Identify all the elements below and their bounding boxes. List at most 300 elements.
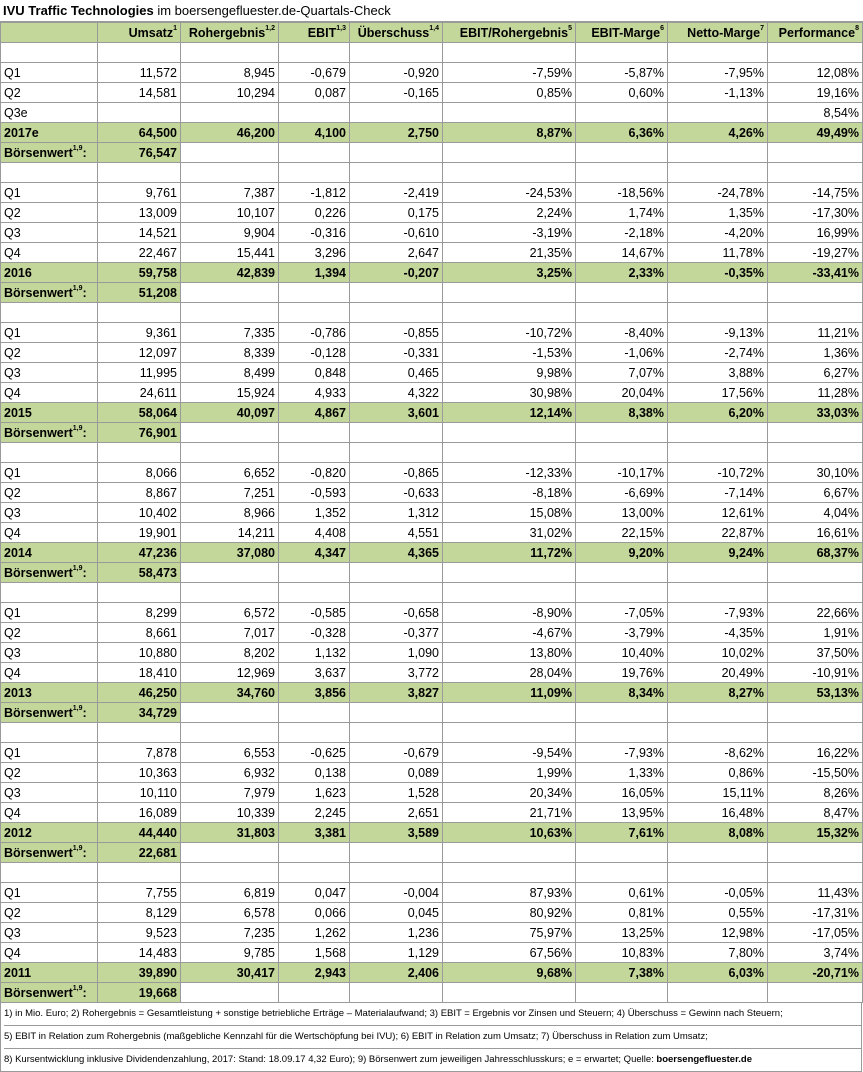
empty-cell (181, 303, 279, 323)
spacer-row (1, 303, 863, 323)
table-cell: 13,80% (443, 643, 576, 663)
empty-cell (98, 583, 181, 603)
year-label: 2014 (1, 543, 98, 563)
table-cell: 1,090 (350, 643, 443, 663)
table-cell: -7,14% (668, 483, 768, 503)
table-cell: -17,31% (768, 903, 863, 923)
column-header (668, 23, 768, 43)
table-cell: -0,331 (350, 343, 443, 363)
column-header-footnote: 1,3 (336, 24, 346, 32)
market-cap-value: 76,901 (98, 423, 181, 443)
table-cell: 9,785 (181, 943, 279, 963)
table-cell: 7,387 (181, 183, 279, 203)
year-label: 2016 (1, 263, 98, 283)
table-cell: 30,10% (768, 463, 863, 483)
empty-cell (350, 283, 443, 303)
table-cell: 0,61% (576, 883, 668, 903)
table-cell: -0,377 (350, 623, 443, 643)
table-cell: -10,72% (443, 323, 576, 343)
table-cell: 16,05% (576, 783, 668, 803)
empty-cell (768, 703, 863, 723)
market-cap-row (1, 563, 863, 583)
table-cell: -4,20% (668, 223, 768, 243)
table-cell: -2,419 (350, 183, 443, 203)
quarter-row (1, 363, 863, 383)
empty-cell (279, 863, 350, 883)
empty-cell (768, 723, 863, 743)
table-cell: 1,35% (668, 203, 768, 223)
empty-cell (576, 163, 668, 183)
column-header-label: Performance (778, 25, 856, 40)
table-cell: -8,18% (443, 483, 576, 503)
total-cell: 2,406 (350, 963, 443, 983)
table-cell: 11,28% (768, 383, 863, 403)
column-header (279, 23, 350, 43)
total-cell: -33,41% (768, 263, 863, 283)
quarter-label: Q1 (1, 743, 98, 763)
table-cell: -3,79% (576, 623, 668, 643)
quarter-row (1, 783, 863, 803)
empty-cell (279, 143, 350, 163)
table-cell: -9,54% (443, 743, 576, 763)
table-cell: 7,979 (181, 783, 279, 803)
empty-cell (350, 303, 443, 323)
table-cell: -7,95% (668, 63, 768, 83)
year-total-row (1, 263, 863, 283)
empty-cell (350, 583, 443, 603)
table-cell: 9,904 (181, 223, 279, 243)
total-cell: 59,758 (98, 263, 181, 283)
quarter-label: Q2 (1, 623, 98, 643)
table-cell: 6,67% (768, 483, 863, 503)
table-cell: 8,945 (181, 63, 279, 83)
total-cell: 44,440 (98, 823, 181, 843)
empty-cell (1, 303, 98, 323)
table-cell: 31,02% (443, 523, 576, 543)
table-cell: -0,679 (350, 743, 443, 763)
table-cell: 0,86% (668, 763, 768, 783)
table-cell: 16,22% (768, 743, 863, 763)
year-label: 2012 (1, 823, 98, 843)
empty-cell (576, 283, 668, 303)
empty-cell (768, 143, 863, 163)
market-cap-footnote: 1,9 (72, 144, 83, 152)
quarter-label: Q3 (1, 503, 98, 523)
table-cell: 13,00% (576, 503, 668, 523)
empty-cell (279, 843, 350, 863)
table-cell: 1,132 (279, 643, 350, 663)
year-total-row (1, 823, 863, 843)
table-cell: -0,328 (279, 623, 350, 643)
empty-cell (668, 703, 768, 723)
quarter-label: Q1 (1, 603, 98, 623)
table-cell: -9,13% (668, 323, 768, 343)
table-cell: 6,578 (181, 903, 279, 923)
empty-cell (768, 983, 863, 1003)
empty-cell (181, 443, 279, 463)
empty-cell (768, 303, 863, 323)
table-cell: -7,59% (443, 63, 576, 83)
quarter-row (1, 503, 863, 523)
table-cell: 0,848 (279, 363, 350, 383)
table-cell: 8,26% (768, 783, 863, 803)
table-cell: 10,880 (98, 643, 181, 663)
table-cell: 11,43% (768, 883, 863, 903)
empty-cell (98, 43, 181, 63)
table-cell: -0,165 (350, 83, 443, 103)
empty-cell (98, 163, 181, 183)
table-cell: 8,339 (181, 343, 279, 363)
empty-cell (576, 863, 668, 883)
market-cap-footnote: 1,9 (72, 844, 83, 852)
table-cell (350, 103, 443, 123)
table-cell: -14,75% (768, 183, 863, 203)
quarter-label: Q3 (1, 923, 98, 943)
table-cell: -7,93% (576, 743, 668, 763)
quarter-row (1, 643, 863, 663)
total-cell: 4,365 (350, 543, 443, 563)
market-cap-label-text: Börsenwert (4, 845, 73, 860)
total-cell: -20,71% (768, 963, 863, 983)
table-cell: 75,97% (443, 923, 576, 943)
table-cell: 87,93% (443, 883, 576, 903)
quarter-label: Q1 (1, 883, 98, 903)
empty-cell (181, 143, 279, 163)
empty-cell (576, 843, 668, 863)
table-cell: -4,35% (668, 623, 768, 643)
total-cell: 4,347 (279, 543, 350, 563)
table-cell: 8,966 (181, 503, 279, 523)
total-cell: 9,24% (668, 543, 768, 563)
table-cell: 4,933 (279, 383, 350, 403)
column-header (181, 23, 279, 43)
year-total-row (1, 123, 863, 143)
empty-cell (768, 283, 863, 303)
empty-cell (576, 143, 668, 163)
table-cell: 20,49% (668, 663, 768, 683)
empty-cell (576, 723, 668, 743)
market-cap-footnote: 1,9 (72, 564, 83, 572)
table-cell: 13,25% (576, 923, 668, 943)
empty-cell (576, 443, 668, 463)
quarter-label: Q2 (1, 83, 98, 103)
table-cell: 7,017 (181, 623, 279, 643)
year-total-row (1, 683, 863, 703)
column-header-label: Rohergebnis (188, 25, 266, 40)
empty-cell (668, 723, 768, 743)
table-cell: 0,045 (350, 903, 443, 923)
table-cell: 15,08% (443, 503, 576, 523)
year-label: 2013 (1, 683, 98, 703)
table-cell: -0,786 (279, 323, 350, 343)
table-cell: 2,651 (350, 803, 443, 823)
total-cell: 6,03% (668, 963, 768, 983)
empty-cell (1, 43, 98, 63)
quarter-row (1, 223, 863, 243)
empty-cell (350, 43, 443, 63)
empty-cell (350, 423, 443, 443)
empty-cell (1, 443, 98, 463)
empty-cell (181, 163, 279, 183)
table-cell: 7,335 (181, 323, 279, 343)
year-label: 2011 (1, 963, 98, 983)
empty-cell (768, 563, 863, 583)
table-cell: -24,78% (668, 183, 768, 203)
table-cell: -1,13% (668, 83, 768, 103)
total-cell: 8,08% (668, 823, 768, 843)
table-cell: 6,652 (181, 463, 279, 483)
quarter-row (1, 383, 863, 403)
market-cap-row (1, 283, 863, 303)
footnote-line-3-text: 8) Kursentwicklung inklusive Dividendenzahlung, 2017: Stand: 18.09.17 4,32 Euro); 9) Börsenwert zum jeweiligen Jahresschlusskurs; e = erwartet; Quelle: (4, 1054, 657, 1065)
footnote-line-3 (4, 1048, 861, 1071)
table-cell: 0,60% (576, 83, 668, 103)
empty-cell (279, 443, 350, 463)
table-cell: 17,56% (668, 383, 768, 403)
table-cell: 1,91% (768, 623, 863, 643)
empty-cell (279, 583, 350, 603)
table-cell: 11,995 (98, 363, 181, 383)
table-cell: 7,235 (181, 923, 279, 943)
spacer-row (1, 583, 863, 603)
quarter-label: Q4 (1, 943, 98, 963)
empty-cell (350, 843, 443, 863)
total-cell: 4,867 (279, 403, 350, 423)
title-suffix: im boersengefluester.de-Quartals-Check (153, 3, 391, 18)
quarter-row (1, 523, 863, 543)
table-cell: 10,40% (576, 643, 668, 663)
empty-cell (443, 443, 576, 463)
quarter-label: Q1 (1, 463, 98, 483)
total-cell: 3,589 (350, 823, 443, 843)
table-cell: 14,581 (98, 83, 181, 103)
spacer-row (1, 163, 863, 183)
total-cell: 6,36% (576, 123, 668, 143)
table-cell: -0,585 (279, 603, 350, 623)
empty-cell (98, 443, 181, 463)
table-cell: -7,05% (576, 603, 668, 623)
table-cell: 8,066 (98, 463, 181, 483)
empty-cell (443, 843, 576, 863)
empty-cell (443, 423, 576, 443)
table-cell: -0,658 (350, 603, 443, 623)
empty-cell (1, 723, 98, 743)
total-cell: 39,890 (98, 963, 181, 983)
total-cell: 30,417 (181, 963, 279, 983)
table-cell: 15,11% (668, 783, 768, 803)
table-cell: 4,322 (350, 383, 443, 403)
quarter-row (1, 183, 863, 203)
table-cell: -0,610 (350, 223, 443, 243)
total-cell: 49,49% (768, 123, 863, 143)
table-cell: 15,441 (181, 243, 279, 263)
table-cell: 3,637 (279, 663, 350, 683)
empty-cell (668, 163, 768, 183)
market-cap-label: Börsenwert$^{1,9}$: (1, 843, 98, 863)
spacer-row (1, 723, 863, 743)
table-cell: 1,36% (768, 343, 863, 363)
total-cell: 10,63% (443, 823, 576, 843)
table-cell: -10,17% (576, 463, 668, 483)
quarter-label: Q3 (1, 783, 98, 803)
empty-cell (576, 563, 668, 583)
table-cell: 10,339 (181, 803, 279, 823)
column-header-footnote: 7 (760, 24, 764, 32)
table-cell: 13,95% (576, 803, 668, 823)
empty-cell (350, 143, 443, 163)
table-cell: 11,572 (98, 63, 181, 83)
empty-cell (576, 43, 668, 63)
empty-cell (443, 143, 576, 163)
table-cell: 6,932 (181, 763, 279, 783)
total-cell: 12,14% (443, 403, 576, 423)
quarter-label: Q3 (1, 643, 98, 663)
table-cell: 10,107 (181, 203, 279, 223)
table-cell: 21,35% (443, 243, 576, 263)
table-cell: 0,465 (350, 363, 443, 383)
quarter-label: Q4 (1, 523, 98, 543)
empty-cell (768, 163, 863, 183)
total-cell: 33,03% (768, 403, 863, 423)
market-cap-label: Börsenwert$^{1,9}$: (1, 423, 98, 443)
empty-cell (350, 443, 443, 463)
empty-cell (443, 283, 576, 303)
total-cell: 37,080 (181, 543, 279, 563)
column-header-footnote: 8 (855, 24, 859, 32)
table-cell: -3,19% (443, 223, 576, 243)
empty-cell (350, 983, 443, 1003)
empty-cell (443, 983, 576, 1003)
table-cell: -1,06% (576, 343, 668, 363)
table-cell: 0,089 (350, 763, 443, 783)
empty-cell (668, 843, 768, 863)
quarter-row (1, 603, 863, 623)
market-cap-label-text: Börsenwert (4, 985, 73, 1000)
quarter-label: Q4 (1, 243, 98, 263)
column-header-label: EBIT-Marge (591, 25, 661, 40)
quarter-row (1, 943, 863, 963)
table-cell: 0,81% (576, 903, 668, 923)
quarter-row (1, 103, 863, 123)
table-cell: 11,21% (768, 323, 863, 343)
footnote-line-2: 5) EBIT in Relation zum Rohergebnis (maßgebliche Kennzahl für die Wertschöpfung bei IVU); 6) EBIT in Relation zum Umsatz; 7) Überschuss in Relation zum Umsatz; (4, 1025, 861, 1048)
quarter-row (1, 203, 863, 223)
empty-cell (279, 163, 350, 183)
table-cell: 8,661 (98, 623, 181, 643)
empty-cell (350, 723, 443, 743)
market-cap-label: Börsenwert$^{1,9}$: (1, 563, 98, 583)
total-cell: 42,839 (181, 263, 279, 283)
market-cap-value: 51,208 (98, 283, 181, 303)
table-cell: -10,72% (668, 463, 768, 483)
table-cell: 14,67% (576, 243, 668, 263)
year-total-row (1, 963, 863, 983)
company-name: IVU Traffic Technologies (3, 3, 154, 18)
total-cell: 2,33% (576, 263, 668, 283)
table-cell: 22,15% (576, 523, 668, 543)
market-cap-footnote: 1,9 (72, 424, 83, 432)
table-cell: -15,50% (768, 763, 863, 783)
empty-cell (181, 863, 279, 883)
table-cell: 10,294 (181, 83, 279, 103)
table-cell: 11,78% (668, 243, 768, 263)
table-cell: 8,54% (768, 103, 863, 123)
table-cell: -8,40% (576, 323, 668, 343)
table-cell (443, 103, 576, 123)
column-header-label: Umsatz (128, 25, 174, 40)
total-cell: 8,38% (576, 403, 668, 423)
empty-cell (279, 983, 350, 1003)
total-cell: 46,250 (98, 683, 181, 703)
empty-cell (668, 143, 768, 163)
table-cell: 6,572 (181, 603, 279, 623)
table-cell: 9,361 (98, 323, 181, 343)
table-cell: 10,110 (98, 783, 181, 803)
table-cell: 10,83% (576, 943, 668, 963)
quarter-row (1, 483, 863, 503)
table-cell: -5,87% (576, 63, 668, 83)
table-cell: 12,097 (98, 343, 181, 363)
market-cap-label: Börsenwert$^{1,9}$: (1, 983, 98, 1003)
table-cell: 80,92% (443, 903, 576, 923)
table-cell: 8,499 (181, 363, 279, 383)
quarter-row (1, 883, 863, 903)
empty-cell (1, 863, 98, 883)
table-cell: 2,647 (350, 243, 443, 263)
column-header-label: EBIT (307, 25, 337, 40)
empty-cell (443, 863, 576, 883)
column-header-footnote: 1 (173, 24, 177, 32)
empty-cell (181, 983, 279, 1003)
table-cell (576, 103, 668, 123)
empty-cell (576, 423, 668, 443)
empty-cell (181, 843, 279, 863)
table-cell: 14,521 (98, 223, 181, 243)
market-cap-value: 22,681 (98, 843, 181, 863)
footnote-line-1: 1) in Mio. Euro; 2) Rohergebnis = Gesamtleistung + sonstige betriebliche Erträge – Materialaufwand; 3) EBIT = Ergebnis vor Zinsen und Steuern; 4) Überschuss = Gewinn nach Steuern; (4, 1008, 783, 1019)
column-header (768, 23, 863, 43)
total-cell: 2,750 (350, 123, 443, 143)
table-cell: 22,66% (768, 603, 863, 623)
column-header (443, 23, 576, 43)
table-cell: 6,553 (181, 743, 279, 763)
table-cell: -0,593 (279, 483, 350, 503)
table-cell: 0,55% (668, 903, 768, 923)
table-cell: 6,819 (181, 883, 279, 903)
market-cap-label-text: Börsenwert (4, 705, 73, 720)
quarter-row (1, 323, 863, 343)
table-cell: 0,087 (279, 83, 350, 103)
empty-cell (768, 863, 863, 883)
empty-cell (279, 723, 350, 743)
table-cell: 12,98% (668, 923, 768, 943)
market-cap-label-text: Börsenwert (4, 145, 73, 160)
empty-cell (98, 863, 181, 883)
year-total-row (1, 403, 863, 423)
empty-cell (350, 703, 443, 723)
table-cell: 7,07% (576, 363, 668, 383)
total-cell: 3,381 (279, 823, 350, 843)
table-cell: 8,299 (98, 603, 181, 623)
quarter-row (1, 63, 863, 83)
table-cell: -0,679 (279, 63, 350, 83)
empty-cell (668, 283, 768, 303)
table-cell: -0,633 (350, 483, 443, 503)
table-cell: 9,761 (98, 183, 181, 203)
table-cell: 3,88% (668, 363, 768, 383)
table-cell: -0,004 (350, 883, 443, 903)
empty-cell (768, 443, 863, 463)
